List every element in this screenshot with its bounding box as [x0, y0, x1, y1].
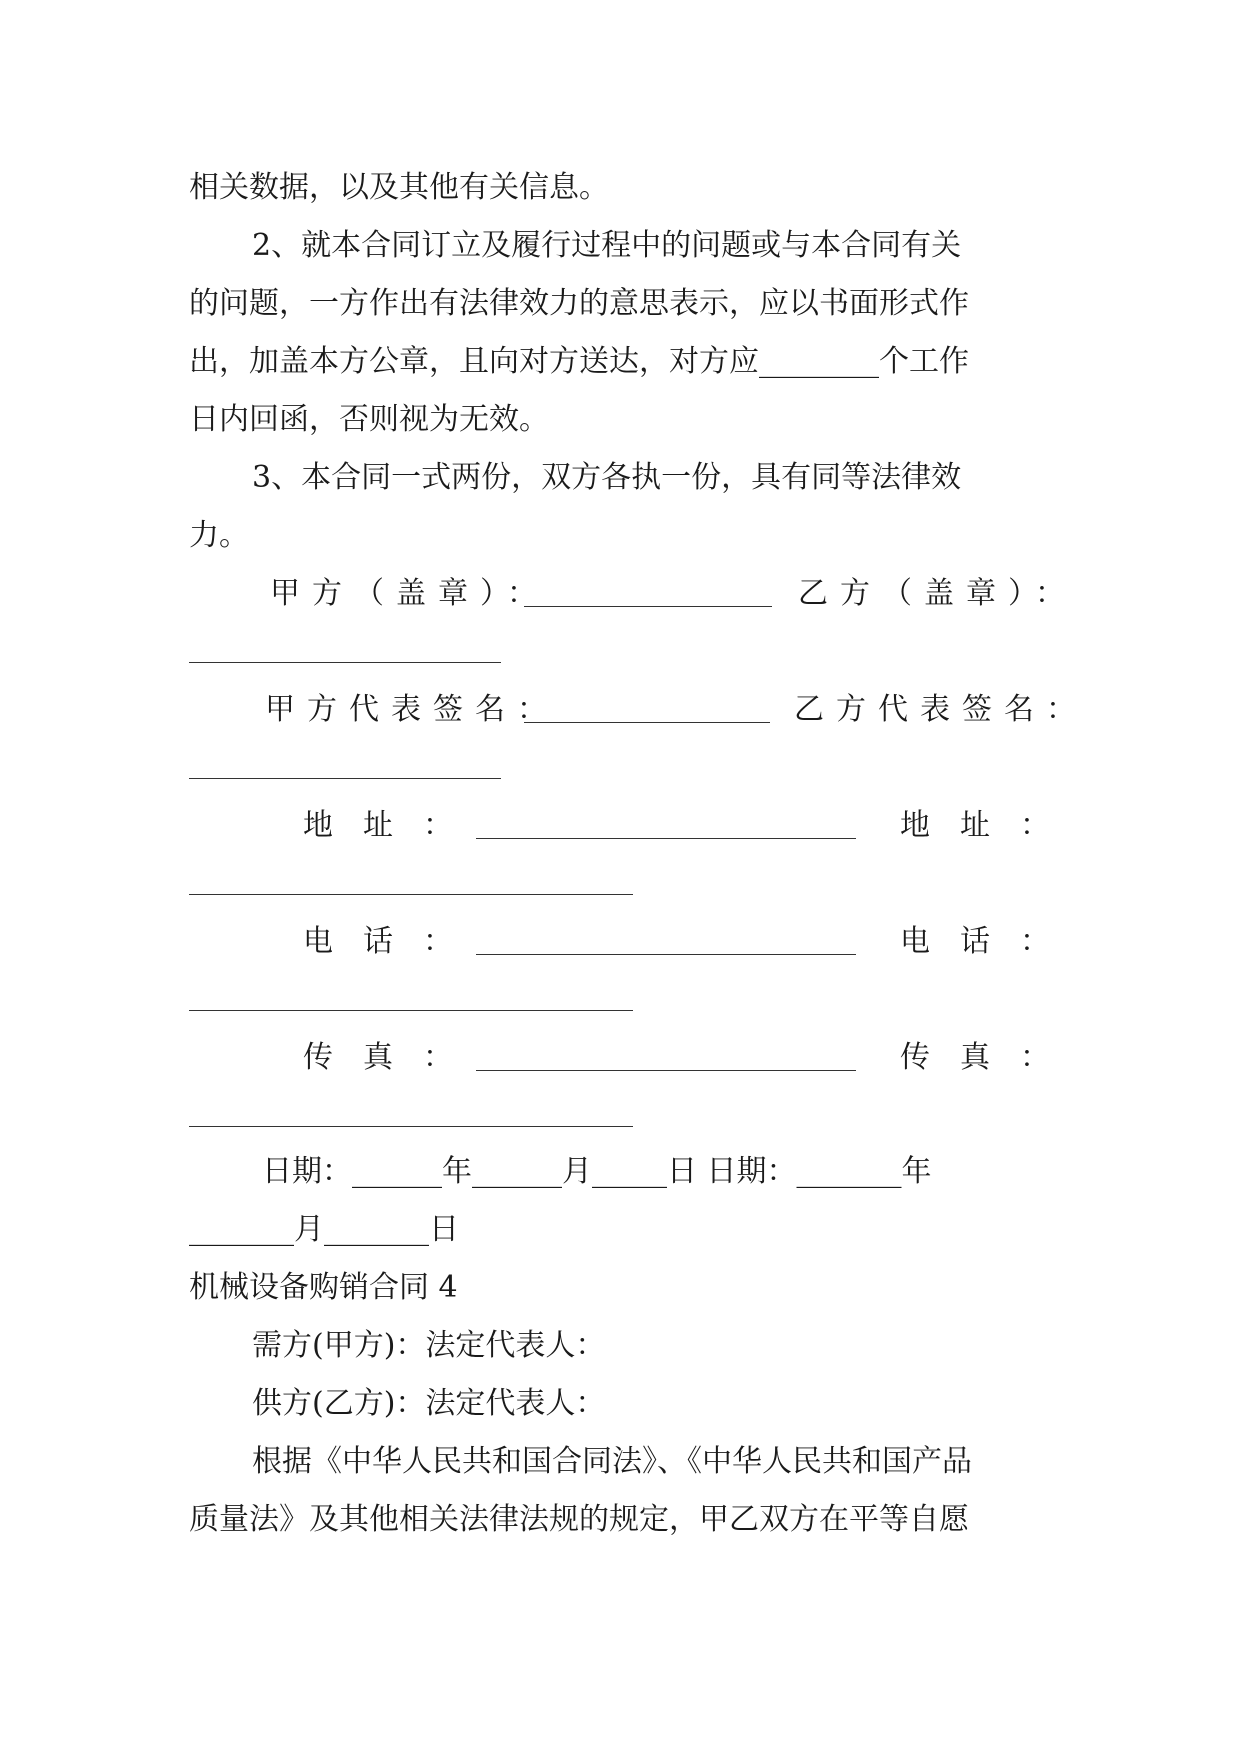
party-b-phone-blank [189, 1010, 633, 1011]
body-line-7: 力。 [189, 518, 249, 553]
party-b-fax-blank [189, 1126, 633, 1127]
date-line-2: _______月_______日 [189, 1212, 459, 1247]
body-line-para-2: 质量法》及其他相关法律法规的规定，甲乙双方在平等自愿 [189, 1502, 969, 1537]
party-a-fax-blank [476, 1070, 856, 1071]
seller-line: 供方(乙方)：法定代表人： [252, 1386, 606, 1421]
party-a-seal-label: 甲方（盖章）： [270, 576, 549, 611]
date-line-1: 日期：______年______月_____日 日期：_______年 [262, 1154, 932, 1189]
party-a-address-blank [476, 838, 856, 839]
party-a-phone-label: 电话： [303, 924, 483, 959]
party-b-rep-label: 乙方代表签名： [794, 692, 1088, 727]
party-a-rep-blank [524, 722, 770, 723]
body-line-6: 3、本合同一式两份，双方各执一份，具有同等法律效 [252, 460, 962, 495]
party-b-address-blank [189, 894, 633, 895]
body-line-1: 相关数据，以及其他有关信息。 [189, 170, 609, 205]
party-b-fax-label: 传真： [900, 1040, 1080, 1075]
body-line-3: 的问题，一方作出有法律效力的意思表示，应以书面形式作 [189, 286, 969, 321]
party-b-phone-label: 电话： [900, 924, 1080, 959]
party-b-seal-label: 乙方（盖章）： [798, 576, 1077, 611]
party-b-seal-blank [189, 662, 501, 663]
body-line-5: 日内回函，否则视为无效。 [189, 402, 549, 437]
body-line-2: 2、就本合同订立及履行过程中的问题或与本合同有关 [252, 228, 962, 263]
party-a-rep-label: 甲方代表签名： [265, 692, 559, 727]
party-a-phone-blank [476, 954, 856, 955]
section-title: 机械设备购销合同 4 [189, 1270, 458, 1305]
party-a-fax-label: 传真： [303, 1040, 483, 1075]
party-b-rep-blank [189, 778, 501, 779]
party-a-seal-blank [524, 606, 772, 607]
party-b-address-label: 地址： [900, 808, 1080, 843]
buyer-line: 需方(甲方)：法定代表人： [252, 1328, 606, 1363]
body-line-para-1: 根据《中华人民共和国合同法》、《中华人民共和国产品 [252, 1444, 972, 1479]
body-line-4: 出，加盖本方公章，且向对方送达，对方应________个工作 [189, 344, 969, 379]
party-a-address-label: 地址： [303, 808, 483, 843]
